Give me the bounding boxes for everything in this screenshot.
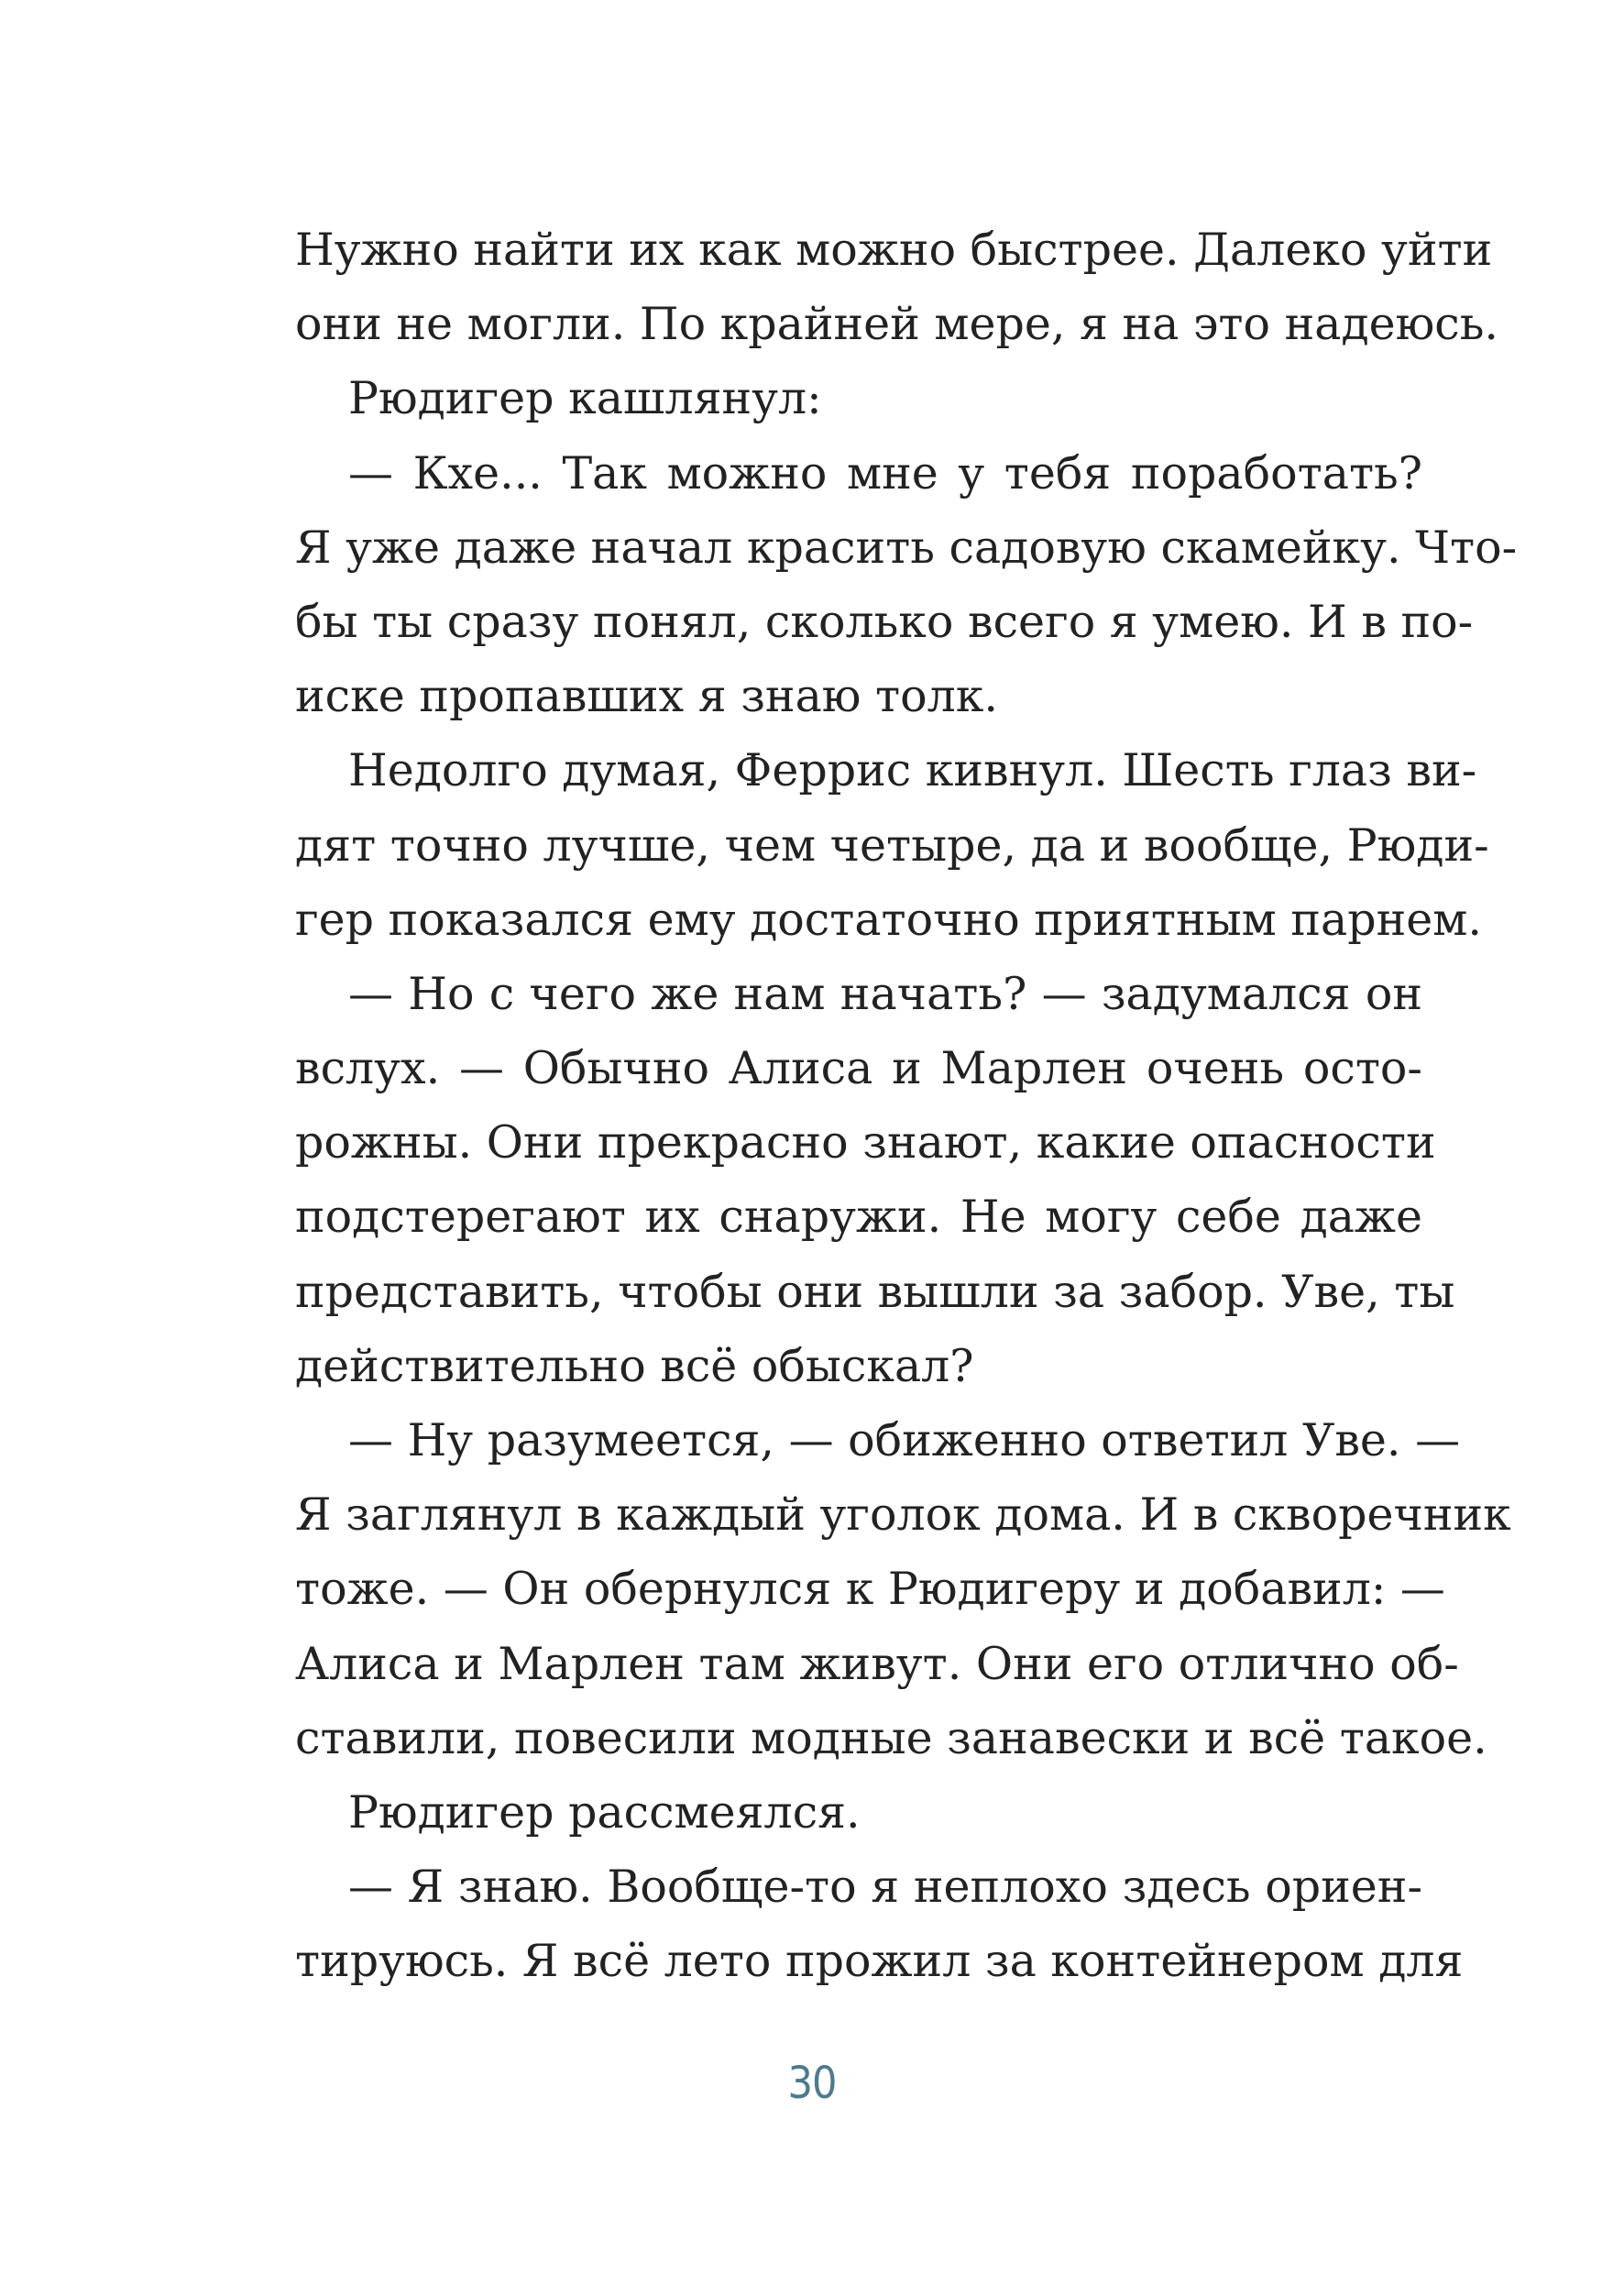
body-text: [295, 213, 1518, 1999]
text-line: тируюсь. Я всё лето прожил за контейнером для: [295, 1935, 1464, 1988]
text-line: представить, чтобы они вышли за забор. Уве, ты: [295, 1265, 1455, 1318]
text-line: они не могли. По крайней мере, я на это надеюсь.: [295, 298, 1498, 351]
text-line: вслух. — Обычно Алиса и Марлен очень осто-: [295, 1042, 1422, 1095]
text-line: тоже. — Он обернулся к Рюдигеру и добавил: —: [295, 1563, 1445, 1616]
text-line: бы ты сразу понял, сколько всего я умею. И в по-: [295, 595, 1474, 648]
text-line: ставили, повесили модные занавески и всё такое.: [295, 1711, 1487, 1764]
text-line: Алиса и Марлен там живут. Они его отлично об-: [295, 1637, 1459, 1690]
text-line: Рюдигер рассмеялся.: [348, 1785, 861, 1839]
text-line: — Но с чего же нам начать? — задумался он: [348, 967, 1422, 1020]
text-line: рожны. Они прекрасно знают, какие опасности: [295, 1116, 1436, 1169]
text-line: — Кхе... Так можно мне у тебя поработать?: [348, 446, 1422, 500]
page-number: 30: [787, 2058, 837, 2109]
text-line: — Я знаю. Вообще-то я неплохо здесь ориен-: [348, 1861, 1422, 1914]
text-line: гер показался ему достаточно приятным парнем.: [295, 893, 1482, 946]
text-line: Рюдигер кашлянул:: [348, 372, 822, 425]
text-line: действительно всё обыскал?: [295, 1339, 974, 1392]
text-line: Я уже даже начал красить садовую скамейку. Что-: [295, 521, 1518, 574]
text-line: подстерегают их снаружи. Не могу себе даже: [295, 1191, 1422, 1244]
text-line: дят точно лучше, чем четыре, да и вообще, Рюди-: [295, 818, 1489, 872]
text-line: Я заглянул в каждый уголок дома. И в скворечник: [295, 1488, 1511, 1542]
text-line: иске пропавших я знаю толк.: [295, 670, 998, 723]
text-line: Нужно найти их как можно быстрее. Далеко уйти: [295, 224, 1493, 276]
text-line: Недолго думая, Феррис кивнул. Шесть глаз ви-: [348, 744, 1477, 797]
text-line: — Ну разумеется, — обиженно ответил Уве. —: [348, 1414, 1461, 1466]
